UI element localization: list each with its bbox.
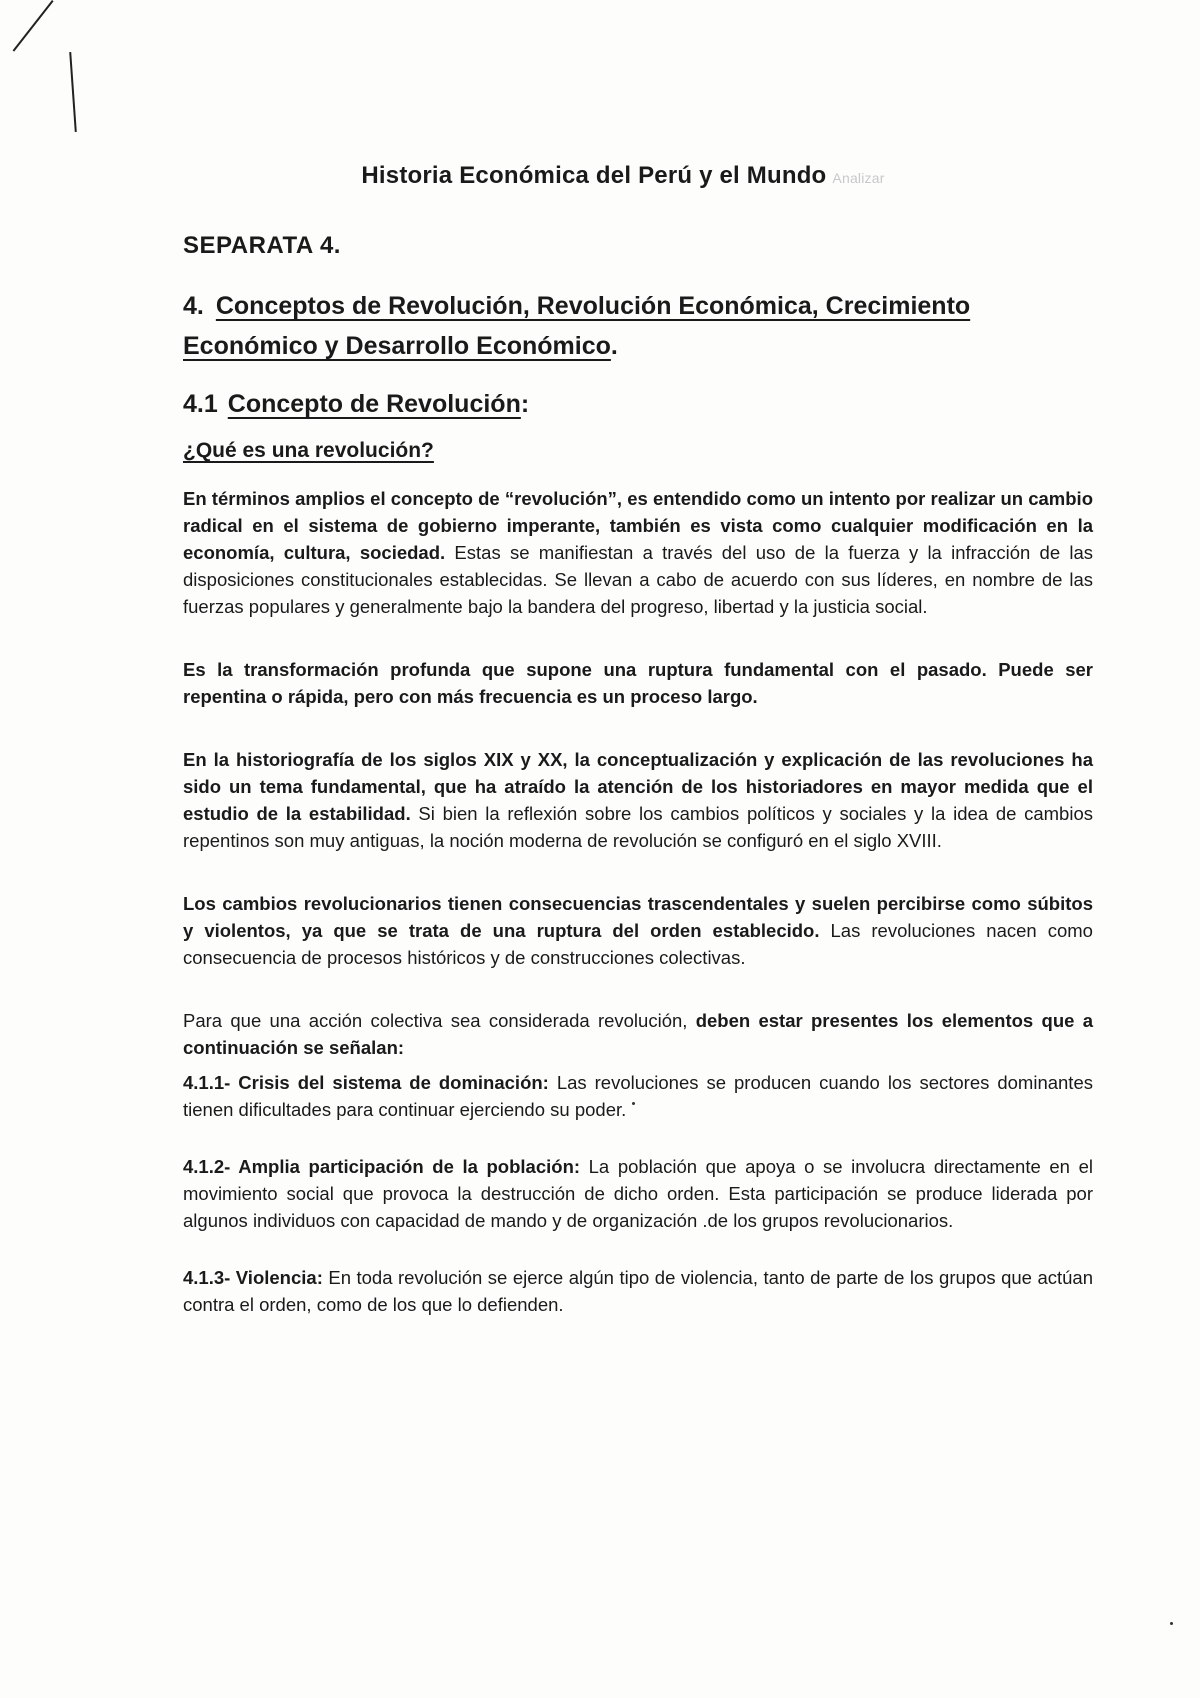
paragraph-5 <box>183 1007 1093 1061</box>
subsection-number: 4.1 <box>183 390 218 418</box>
subsection-trail: : <box>520 390 530 418</box>
paragraph-1 <box>183 485 1093 620</box>
paragraph-bold-text: deben estar presentes los elementos que a continuación se señalan: <box>183 1010 1093 1058</box>
paragraph-3 <box>183 746 1093 854</box>
element-item-participacion <box>183 1153 1093 1234</box>
element-item-text: Las revoluciones se producen cuando los sectores dominantes tienen dificultades para continuar ejerciendo su poder. <box>183 1072 1093 1120</box>
element-item-label: 4.1.2- Amplia participación de la población: <box>183 1156 581 1177</box>
paragraph-text: Las revoluciones nacen como consecuencia de procesos históricos y de construcciones colectivas. <box>183 920 1093 968</box>
section-4-heading <box>183 286 1093 366</box>
title-text: Historia Económica del Perú y el Mundo <box>361 162 827 189</box>
pen-stroke-mark <box>13 0 54 52</box>
section-number: 4. <box>183 292 204 320</box>
paragraph-text: Si bien la reflexión sobre los cambios políticos y sociales y la idea de cambios repentinos son muy antiguas, la noción moderna de revolución se configuró en el siglo XVIII. <box>183 803 1093 851</box>
separata-label: SEPARATA 4. <box>183 232 341 259</box>
paragraph-bold-text: En la historiografía de los siglos XIX y XX, la conceptualización y explicación de las revoluciones ha sido un tema fundamental, que ha atraído la atención de los historiadores en mayor medida que el estudio de la estabilidad. <box>183 749 1093 824</box>
paragraph-bold-text: Es la transformación profunda que supone una ruptura fundamental con el pasado. Puede ser repentina o rápida, pero con más frecuencia es un proceso largo. <box>183 659 1093 707</box>
element-item-crisis <box>183 1069 1093 1123</box>
subsection-title: Concepto de Revolución <box>227 390 521 418</box>
paragraph-2 <box>183 656 1093 710</box>
paragraph-bold-text: Los cambios revolucionarios tienen consecuencias trascendentales y suelen percibirse como súbitos y violentos, ya que se trata de una ruptura del orden establecido. <box>183 893 1093 941</box>
paragraph-text: Para que una acción colectiva sea considerada revolución, <box>183 1010 696 1031</box>
document-title <box>183 162 1093 190</box>
section-title: Conceptos de Revolución, Revolución Económica, Crecimiento Económico y Desarrollo Económico <box>183 292 971 360</box>
section-4-1-heading <box>183 390 1093 419</box>
paragraph-text: Estas se manifiestan a través del uso de la fuerza y la infracción de las disposiciones constitucionales establecidas. Se llevan a cabo de acuerdo con sus líderes, en nombre de las fuerzas populares y generalmente bajo la bandera del progreso, libertad y la justicia social. <box>183 542 1094 617</box>
document-body <box>183 162 1093 1348</box>
section-trail: . <box>610 332 618 360</box>
pen-stroke-mark <box>69 52 77 132</box>
question-heading: ¿Qué es una revolución? <box>183 439 434 462</box>
element-item-text: En toda revolución se ejerce algún tipo de violencia, tanto de parte de los grupos que actúan contra el orden, como de los que lo defienden. <box>183 1267 1094 1315</box>
scan-speck <box>1170 1622 1173 1625</box>
paragraph-bold-text: En términos amplios el concepto de “revolución”, es entendido como un intento por realizar un cambio radical en el sistema de gobierno imperante, también es vista como cualquier modificación en la economía, cultura, sociedad. <box>183 488 1093 563</box>
title-faded-text: Analizar <box>832 170 885 186</box>
element-item-violencia <box>183 1264 1093 1318</box>
element-item-label: 4.1.3- Violencia: <box>183 1267 323 1288</box>
element-item-text: La población que apoya o se involucra directamente en el movimiento social que provoca la destrucción de dicho orden. Esta participación se produce liderada por algunos individuos con capacidad de mando y de organización .de los grupos revolucionarios. <box>183 1156 1093 1231</box>
paragraph-4 <box>183 890 1093 971</box>
element-item-label: 4.1.1- Crisis del sistema de dominación: <box>183 1072 549 1093</box>
